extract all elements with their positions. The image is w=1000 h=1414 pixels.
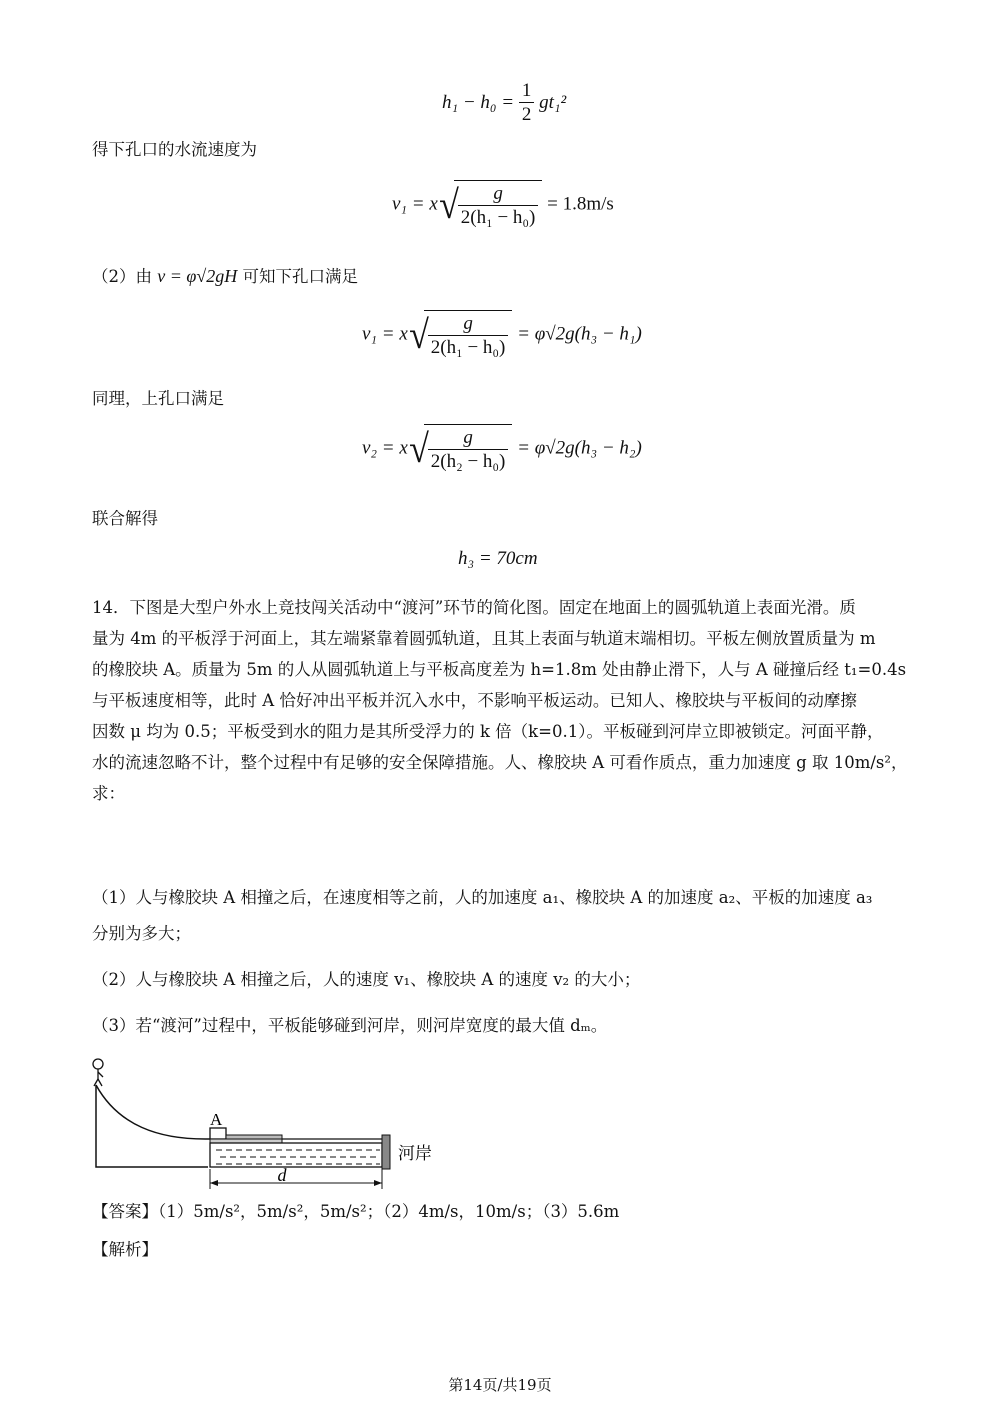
eq4-num: g [428,427,509,450]
sub-question-3: （3）若“渡河”过程中，平板能够碰到河岸，则河岸宽度的最大值 dₘ。 [92,1016,608,1035]
q14-line-3: 的橡胶块 A。质量为 5m 的人从圆弧轨道上与平板高度差为 h=1.8m 处由静止滑下，人与 A 碰撞后经 t₁=0.4s [92,660,907,679]
sub-questions [92,880,912,1044]
eq1-lhs: h₁ − h₀ = [442,91,515,113]
river-crossing-figure [88,1055,458,1195]
sub-question-1b: 分别为多大； [92,924,191,943]
q14-line-7: 求： [92,784,125,803]
part2-suffix: 可知下孔口满足 [242,267,358,286]
equation-3 [362,310,642,360]
eq1-num: 1 [519,80,535,103]
eq3-num: g [428,313,509,336]
eq3-radicand [424,310,513,360]
eq2-num: g [458,183,539,206]
text-upper: 同理，上孔口满足 [92,389,224,408]
label-river-bank: 河岸 [398,1144,432,1164]
eq4-rhs: = φ√2g(h₃ − h₂) [517,437,642,459]
sub-question-2: （2）人与橡胶块 A 相撞之后，人的速度 v₁、橡胶块 A 的速度 v₂ 的大小； [92,970,641,989]
q14-line-1: 14．下图是大型户外水上竞技闯关活动中“渡河”环节的简化图。固定在地面上的圆弧轨道上表面光滑。质 [92,598,856,617]
equation-5: h₃ = 70cm [458,548,538,569]
question-14 [92,592,912,809]
eq1-rhs: gt₁² [539,91,567,113]
river [210,1143,382,1167]
page-footer: 第14页/共19页 [448,1376,552,1394]
sqrt-icon: √ [438,182,459,227]
rubber-block-a [210,1128,226,1139]
equation-2 [392,180,614,230]
q14-line-2: 量为 4m 的平板浮于河面上，其左端紧靠着圆弧轨道，且其上表面与轨道末端相切。平板左侧放置质量为 m [92,629,876,648]
track-base [96,1085,208,1167]
analysis-heading: 【解析】 [92,1240,158,1259]
label-d: d [277,1165,287,1185]
text-joint: 联合解得 [92,509,158,528]
eq2-den: 2(h₁ − h₀) [460,207,536,228]
river-bank [382,1135,390,1169]
eq1-fraction [519,80,535,127]
part2-formula: v = φ√2gH [157,266,238,286]
q14-line-6: 水的流速忽略不计，整个过程中有足够的安全保障措施。人、橡胶块 A 可看作质点，重力加速度 g 取 10m/s²， [92,753,908,772]
equation-1 [442,80,566,127]
sqrt-icon: √ [408,426,429,471]
eq2-lhs: v₁ = x [392,193,438,215]
eq2-rhs: = 1.8m/s [547,193,614,215]
eq4-lhs: v₂ = x [362,437,408,459]
part2-intro [92,262,912,291]
person-icon [93,1059,103,1086]
sub-question-1a: （1）人与橡胶块 A 相撞之后，在速度相等之前，人的加速度 a₁、橡胶块 A 的加速度 a₂、平板的加速度 a₃ [92,888,873,907]
answer-line: 【答案】（1）5m/s²，5m/s²，5m/s²；（2）4m/s，10m/s；（3）5.6m [92,1202,620,1221]
part2-prefix: （2）由 [92,267,152,286]
eq2-radicand [454,180,543,230]
arc-track [96,1085,210,1139]
eq3-rhs: = φ√2g(h₃ − h₁) [517,323,642,345]
eq1-den: 2 [521,104,532,125]
text-lower-speed: 得下孔口的水流速度为 [92,140,257,159]
equation-4 [362,424,642,474]
eq4-radicand [424,424,513,474]
label-a: A [210,1110,223,1129]
q14-line-4: 与平板速度相等，此时 A 恰好冲出平板并沉入水中，不影响平板运动。已知人、橡胶块与平板间的动摩擦 [92,691,857,710]
sqrt-icon: √ [408,312,429,357]
eq4-den: 2(h₂ − h₀) [430,451,506,472]
eq3-den: 2(h₁ − h₀) [430,337,506,358]
eq3-lhs: v₁ = x [362,323,408,345]
q14-line-5: 因数 μ 均为 0.5；平板受到水的阻力是其所受浮力的 k 倍（k=0.1）。平板碰到河岸立即被锁定。河面平静， [92,722,884,741]
